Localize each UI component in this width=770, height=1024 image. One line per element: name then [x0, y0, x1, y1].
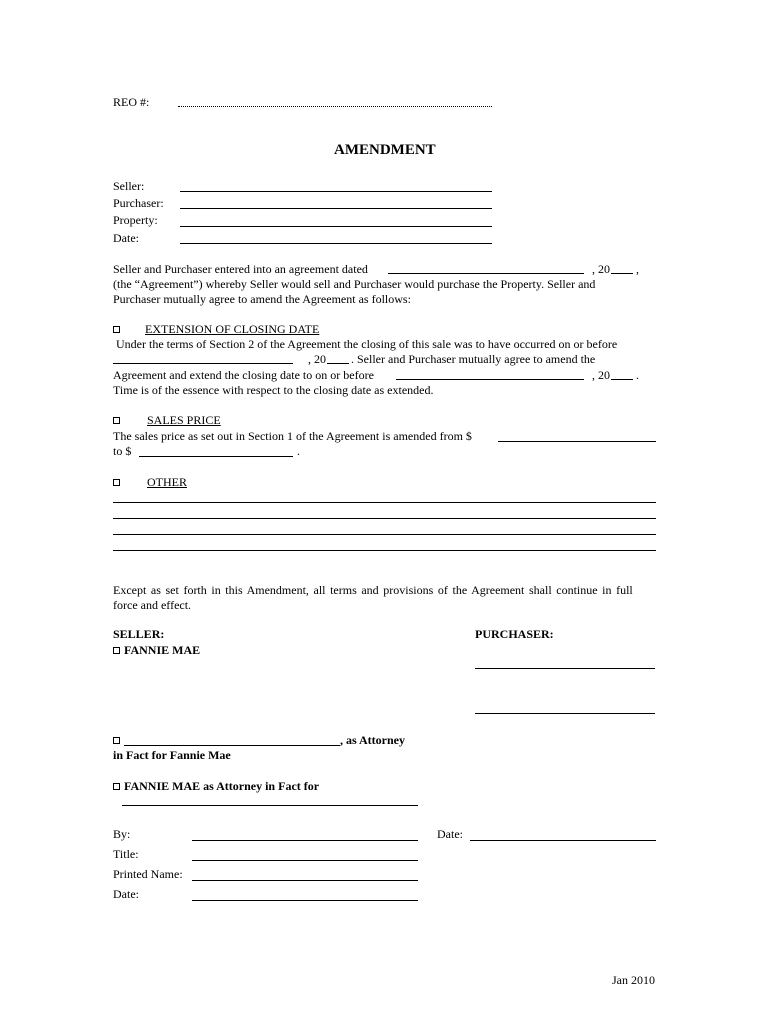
title-line[interactable]	[192, 860, 418, 861]
intro-line-1: Seller and Purchaser entered into an agreement dated	[113, 262, 368, 276]
fannie-mae-checkbox[interactable]	[113, 647, 120, 654]
sales-price-heading: SALES PRICE	[147, 413, 221, 427]
other-line[interactable]	[113, 518, 656, 519]
purchaser-date-line[interactable]	[470, 840, 656, 841]
intro-line-3: Purchaser mutually agree to amend the Agreement as follows:	[113, 292, 411, 306]
extended-period: .	[636, 368, 639, 382]
intro-comma: ,	[636, 262, 639, 276]
attorney-checkbox[interactable]	[113, 737, 120, 744]
extended-year-prefix: , 20	[592, 368, 610, 382]
purchaser-date-label: Date:	[437, 827, 463, 841]
attorney-line-2: in Fact for Fannie Mae	[113, 748, 231, 762]
fannie-mae-option	[113, 643, 200, 657]
attorney-name-line[interactable]	[124, 745, 340, 746]
seller-line[interactable]	[180, 191, 492, 192]
purchaser-label: Purchaser:	[113, 196, 164, 210]
seller-label: Seller:	[113, 179, 145, 193]
extension-line-2: . Seller and Purchaser mutually agree to amend the	[351, 352, 596, 366]
date-line[interactable]	[180, 243, 492, 244]
agreement-date-line[interactable]	[388, 273, 584, 274]
attorney-suffix: , as Attorney	[340, 733, 405, 747]
intro-year-prefix: , 20	[592, 262, 610, 276]
extension-year-prefix: , 20	[308, 352, 326, 366]
footer-date: Jan 2010	[612, 973, 655, 987]
seller-date-line[interactable]	[192, 900, 418, 901]
seller-signature-label: SELLER:	[113, 627, 165, 641]
extension-line-4: Time is of the essence with respect to the closing date as extended.	[113, 383, 434, 397]
original-closing-year-line[interactable]	[327, 363, 349, 364]
purchaser-signature-line[interactable]	[475, 713, 655, 714]
printed-name-label: Printed Name:	[113, 867, 183, 881]
purchaser-line[interactable]	[180, 208, 492, 209]
reo-number-line[interactable]	[178, 106, 492, 107]
original-closing-date-line[interactable]	[113, 363, 293, 364]
attorney-option	[113, 733, 124, 747]
purchaser-signature-line[interactable]	[475, 668, 655, 669]
closing-line-2: force and effect.	[113, 598, 192, 612]
seller-date-label: Date:	[113, 887, 139, 901]
intro-line-2: (the “Agreement”) whereby Seller would sell and Purchaser would purchase the Property. Seller and	[113, 277, 596, 291]
old-price-line[interactable]	[498, 441, 656, 442]
sales-price-line-1: The sales price as set out in Section 1 of the Agreement is amended from $	[113, 429, 472, 443]
reo-label: REO #:	[113, 95, 150, 109]
other-line[interactable]	[113, 502, 656, 503]
by-label: By:	[113, 827, 131, 841]
other-line[interactable]	[113, 550, 656, 551]
extended-year-line[interactable]	[611, 379, 633, 380]
extension-line-3: Agreement and extend the closing date to on or before	[113, 368, 374, 382]
document-title: AMENDMENT	[334, 142, 436, 158]
extension-line-1: Under the terms of Section 2 of the Agreement the closing of this sale was to have occurred on or before	[116, 337, 618, 351]
sales-price-section	[113, 413, 221, 427]
fannie-attorney-option	[113, 779, 319, 793]
other-line[interactable]	[113, 534, 656, 535]
extension-checkbox[interactable]	[113, 326, 120, 333]
sales-price-checkbox[interactable]	[113, 417, 120, 424]
property-label: Property:	[113, 213, 158, 227]
fannie-mae-label: FANNIE MAE	[124, 643, 201, 657]
title-label: Title:	[113, 847, 139, 861]
fannie-attorney-line[interactable]	[122, 805, 418, 806]
other-section	[113, 475, 187, 489]
other-checkbox[interactable]	[113, 479, 120, 486]
sales-price-to: to $	[113, 444, 132, 458]
sales-price-period: .	[297, 444, 300, 458]
agreement-year-line[interactable]	[611, 273, 633, 274]
new-price-line[interactable]	[139, 456, 293, 457]
by-line[interactable]	[192, 840, 418, 841]
fannie-attorney-label: FANNIE MAE as Attorney in Fact for	[124, 779, 320, 793]
fannie-attorney-checkbox[interactable]	[113, 783, 120, 790]
property-line[interactable]	[180, 226, 492, 227]
closing-line-1: Except as set forth in this Amendment, all terms and provisions of the Agreement shall continue in full	[113, 583, 633, 597]
printed-name-line[interactable]	[192, 880, 418, 881]
extension-section	[113, 322, 319, 336]
extension-heading: EXTENSION OF CLOSING DATE	[145, 322, 320, 336]
other-heading: OTHER	[147, 475, 187, 489]
purchaser-signature-label: PURCHASER:	[475, 627, 554, 641]
date-label: Date:	[113, 231, 139, 245]
extended-closing-date-line[interactable]	[396, 379, 584, 380]
